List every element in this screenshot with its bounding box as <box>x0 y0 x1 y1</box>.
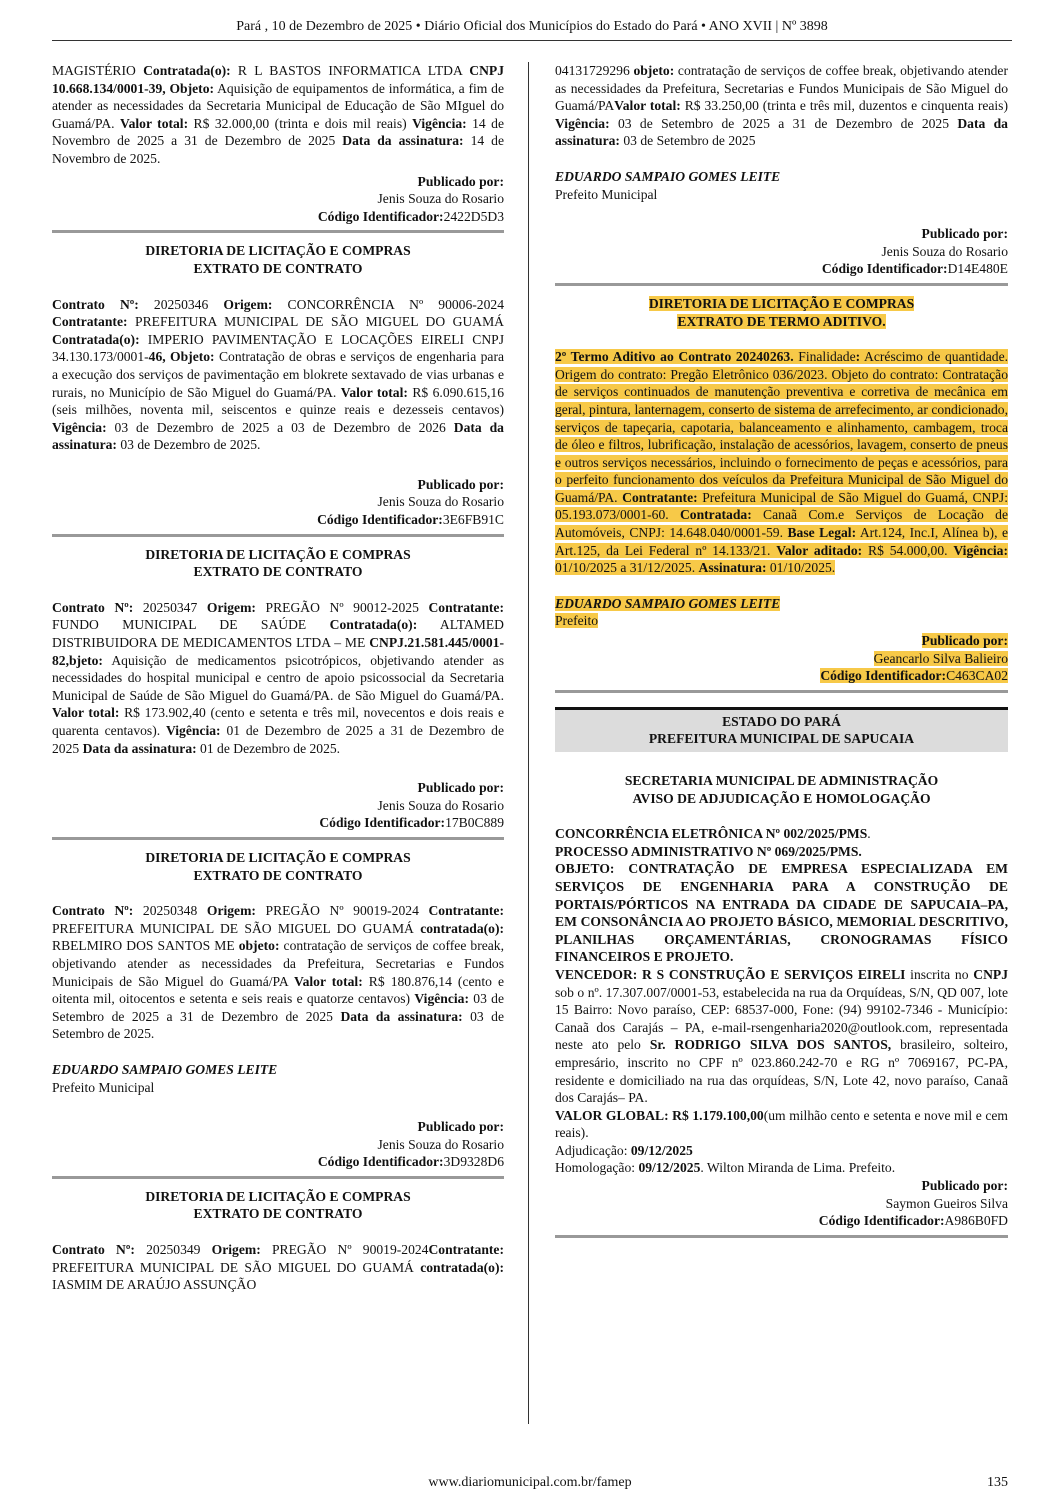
publisher-block: Publicado por: Saymon Gueiros Silva Código Identificador:A986B0FD <box>818 1178 1008 1229</box>
page-number: 135 <box>987 1475 1008 1490</box>
signer-name: EDUARDO SAMPAIO GOMES LEITE <box>555 595 781 611</box>
publisher-block: Publicado por: Jenis Souza do Rosario Código Identificador:3E6FB91C <box>317 476 504 528</box>
municipality-banner: ESTADO DO PARÁ PREFEITURA MUNICIPAL DE SAPUCAIA <box>555 707 1008 752</box>
contract-continuation: 04131729296 objeto: contratação de serviços de coffee break, objetivando atender as necessidades da Prefeitura, Secretarias e Fundos Municipais de São Miguel do Guamá/PAValor total: R$ 33.250,00 (trinta e três mil, duzentos e cinquenta reais) Vigência: 03 de Setembro de 2025 a 31 de Dezembro de 2025 Data da assinatura: 03 de Setembro de 2025 <box>555 63 1009 149</box>
header-rule <box>52 40 1012 41</box>
section-separator <box>555 690 1008 693</box>
publisher-block: Publicado por: Jenis Souza do Rosario Código Identificador:3D9328D6 <box>317 1119 504 1170</box>
publisher-block: Publicado por: Jenis Souza do Rosario Código Identificador:D14E480E <box>821 226 1008 277</box>
section-separator <box>52 534 504 537</box>
contract-extract-20250347: DIRETORIA DE LICITAÇÃO E COMPRAS EXTRATO DE CONTRATO Contrato Nº: 20250347 Origem: PREGÃO Nº 90012-2025 Contratante: FUNDO MUNICIPAL DE SAÚDE Contratada(o): ALTAMED DISTRIBUIDORA DE MEDICAMENTOS LTDA – ME CNPJ.21.581.445/0001-82,bjeto: Aquisição de medicamentos psicotrópicos, objetivando atender as necessidades do hospital municipal e centro de apoio psicossocial da Secretaria Municipal de Saúde de São Miguel do Guamá/PA. de São Miguel do Guamá/PA. Valor total: R$ 173.902,40 (cento e setenta e três mil, novecentos e dois reais e quarenta centavos). Vigência: 01 de Dezembro de 2025 a 31 de Dezembro de 2025 Data da assinatura: 01 de Dezembro de 2025. <box>52 546 505 756</box>
publisher-block: Publicado por: Jenis Souza do Rosario Código Identificador:2422D5D3 <box>317 173 504 224</box>
left-column <box>52 62 504 1294</box>
contract-extract-20250348: DIRETORIA DE LICITAÇÃO E COMPRAS EXTRATO DE CONTRATO Contrato Nº: 20250348 Origem: PREGÃO Nº 90019-2024 Contratante: PREFEITURA MUNICIPAL DE SÃO MIGUEL DO GUAMÁ contratada(o): RBELMIRO DOS SANTOS ME objeto: contratação de serviços de coffee break, objetivando atender as necessidades da Prefeitura, Secretarias e Fundos Municipais de São Miguel do Guamá/PA Valor total: R$ 180.876,14 (cento e oitenta mil, oitocentos e setenta e seis reais e quatorze centavos) Vigência: 03 de Setembro de 2025 a 31 de Dezembro de 2025 Data da assinatura: 03 de Setembro de 2025. EDUARDO SAMPAIO GOMES LEITE Prefeito Municipal <box>52 849 505 1095</box>
signer-name: EDUARDO SAMPAIO GOMES LEITE <box>52 1061 278 1077</box>
footer-url[interactable]: www.diariomunicipal.com.br/famep <box>428 1475 632 1490</box>
adjudication-notice: SECRETARIA MUNICIPAL DE ADMINISTRAÇÃO AVISO DE ADJUDICAÇÃO E HOMOLOGAÇÃO CONCORRÊNCIA ELETRÔNICA Nº 002/2025/PMS. PROCESSO ADMINISTRATIVO Nº 069/2025/PMS. OBJETO: CONTRATAÇÃO DE EMPRESA ESPECIALIZADA EM SERVIÇOS DE ENGENHARIA PARA A CONSTRUÇÃO DE PORTAIS/PÓRTICOS NA ENTRADA DA CIDADE DE SAPUCAIA–PA, EM CONSONÂNCIA AO PROJETO BÁSICO, MEMORIAL DESCRITIVO, PLANILHAS ORÇAMENTÁRIAS, CRONOGRAMAS FÍSICO FINANCEIROS E PROJETO. VENCEDOR: R S CONSTRUÇÃO E SERVIÇOS EIRELI inscrita no CNPJ sob o nº. 17.307.007/0001-53, estabelecida na rua da Orquídeas, S/N, QD 007, lote 15 Bairro: Novo paraíso, CEP: 68537-000, Fone: (94) 99102-7346 - Município: Canaã dos Carajás – PA, e-mail-rsengenharia2020@outlook.com, representada neste ato pelo Sr. RODRIGO SILVA DOS SANTOS, brasileiro, solteiro, empresário, inscrito no CPF nº 023.860.242-70 e RG nº 7069167, PC-PA, residente e domiciliado na rua das orquídeas, S/N, Lote 42, novo paraíso, Canaã dos Carajás– PA. VALOR GLOBAL: R$ 1.179.100,00(um milhão cento e setenta e nove mil e cem reais). Adjudicação: 09/12/2025 Homologação: 09/12/2025. Wilton Miranda de Lima. Prefeito. <box>555 773 1008 1176</box>
term-addendum-extract: DIRETORIA DE LICITAÇÃO E COMPRAS EXTRATO DE TERMO ADITIVO. 2º Termo Aditivo ao Contrato 20240263. Finalidade: Acréscimo de quantidade. Origem do contrato: Pregão Eletrônico 036/2023. Objeto do contrato: Contratação de serviços continuados de manutenção preventiva e corretiva de mecânica em geral, pintura, lanternagem, conserto de sistema de arrefecimento, ar condicionado, serviços de tapeçaria, capotaria, balanceamento e alinhamento, cambagem, troca de óleo e filtros, lubrificação, instalação de acessórios, lavagem, conserto de pneus e outros serviços necessários, incluindo o fornecimento de peças e acessórios, para o perfeito funcionamento dos veículos da Prefeitura Municipal de São Miguel do Guamá/PA. Contratante: Prefeitura Municipal de São Miguel do Guamá, CNPJ: 05.193.073/0001-60. Contratada: Canaã Com.e Serviços de Locação de Automóveis, CNPJ: 14.648.040/0001-59. Base Legal: Art.124, Inc.I, Alínea b), e Art.125, da Lei Federal nº 14.133/21. Valor aditado: R$ 54.000,00. Vigência: 01/10/2025 a 31/12/2025. Assinatura: 01/10/2025. EDUARDO SAMPAIO GOMES LEITE Prefeito <box>555 295 1009 629</box>
column-divider <box>528 62 529 1424</box>
section-separator <box>555 1235 1008 1238</box>
right-column <box>555 62 1008 1238</box>
contract-extract-20250349: DIRETORIA DE LICITAÇÃO E COMPRAS EXTRATO DE CONTRATO Contrato Nº: 20250349 Origem: PREGÃO Nº 90019-2024Contratante: PREFEITURA MUNICIPAL DE SÃO MIGUEL DO GUAMÁ contratada(o): IASMIM DE ARAÚJO ASSUNÇÃO <box>52 1188 504 1293</box>
section-separator <box>52 1176 504 1179</box>
signer-role: Prefeito Municipal <box>555 186 658 202</box>
publisher-block: Publicado por: Jenis Souza do Rosario Código Identificador:17B0C889 <box>319 780 504 831</box>
section-separator <box>52 230 504 233</box>
section-separator <box>555 283 1008 286</box>
signer-name: EDUARDO SAMPAIO GOMES LEITE <box>555 168 781 184</box>
section-separator <box>52 837 504 840</box>
contract-continuation: MAGISTÉRIO Contratada(o): R L BASTOS INFORMATICA LTDA CNPJ 10.668.134/0001-39, Objeto: Aquisição de equipamentos de informática, a fim de atender as necessidades da Secretaria Municipal de Educação de São MIguel do Guamá/PA. Valor total: R$ 32.000,00 (trinta e dois mil reais) Vigência: 14 de Novembro de 2025 a 31 de Dezembro de 2025 Data da assinatura: 14 de Novembro de 2025. <box>52 63 504 166</box>
page-header: Pará , 10 de Dezembro de 2025 • Diário Oficial dos Municípios do Estado do Pará • ANO XVII | Nº 3898 <box>236 19 828 34</box>
publisher-block: Publicado por: Geancarlo Silva Balieiro Código Identificador:C463CA02 <box>820 633 1008 684</box>
signer-role: Prefeito <box>555 613 599 629</box>
contract-extract-20250346: DIRETORIA DE LICITAÇÃO E COMPRAS EXTRATO DE CONTRATO Contrato Nº: 20250346 Origem: CONCORRÊNCIA Nº 90006-2024 Contratante: PREFEITURA MUNICIPAL DE SÃO MIGUEL DO GUAMÁ Contratada(o): IMPERIO PAVIMENTAÇÃO E LOCAÇÕES EIRELI CNPJ 34.130.173/0001-46, Objeto: Contratação de obras e serviços de engenharia para a execução dos serviços de pavimentação em blokrete sextavado de vias urbanas e rurais, no Município de São Miguel do Guamá/PA. Valor total: R$ 6.090.615,16 (seis milhões, noventa mil, seiscentos e quinze reais e dezesseis centavos) Vigência: 03 de Dezembro de 2025 a 03 de Dezembro de 2026 Data da assinatura: 03 de Dezembro de 2025. <box>52 243 505 453</box>
signer-role: Prefeito Municipal <box>52 1079 155 1095</box>
